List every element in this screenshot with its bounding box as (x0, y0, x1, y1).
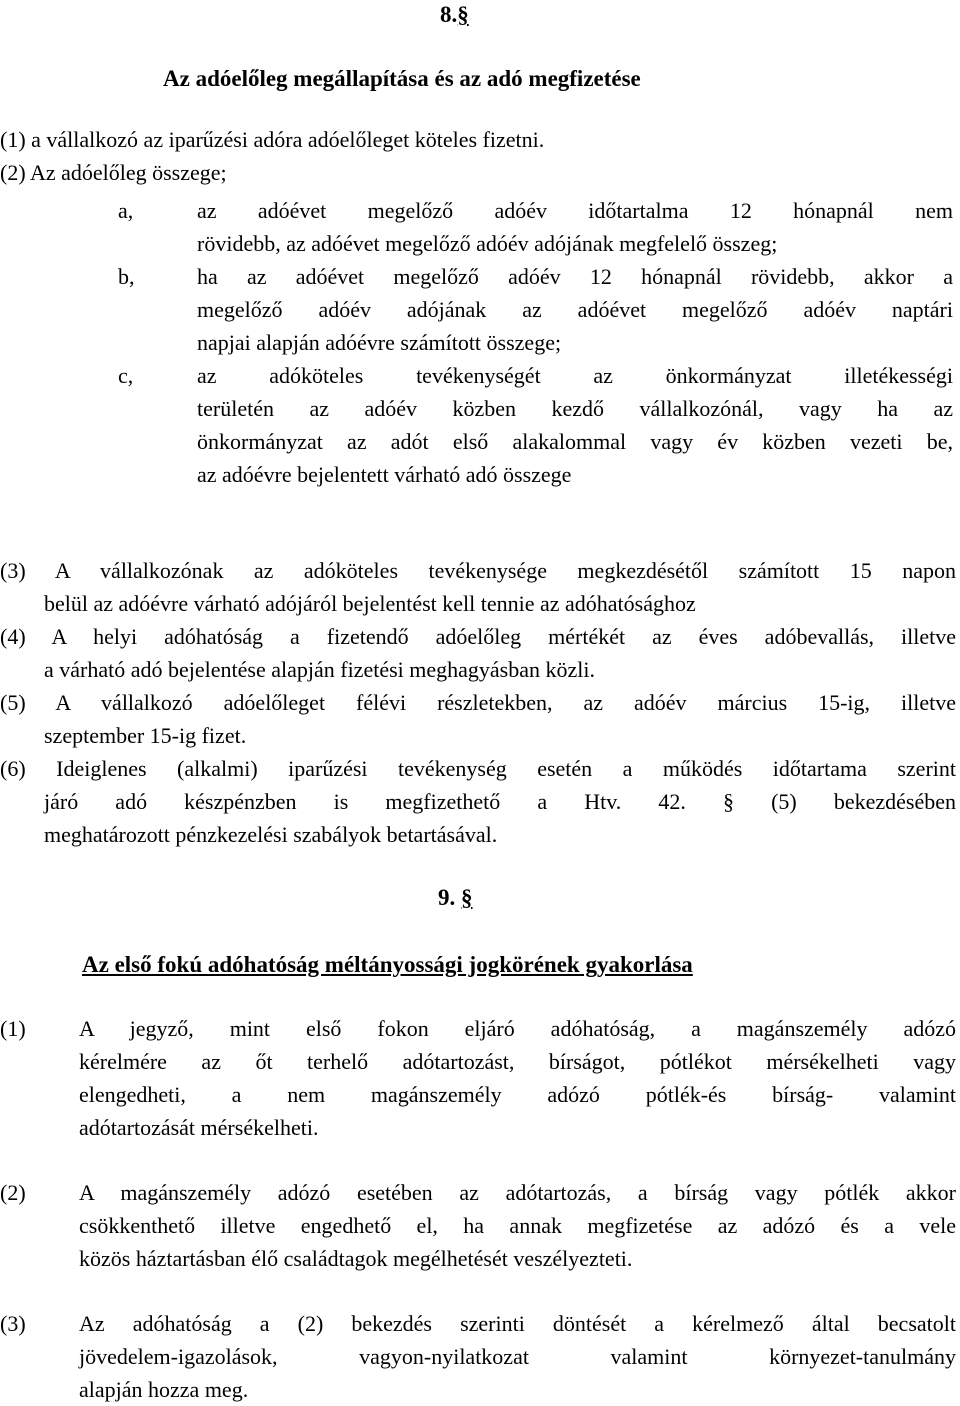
s9-para-1-line-3: elengedheti, a nem magánszemély adózó pótlék-és bírság- valamint (79, 1082, 956, 1107)
s9-para-2-line-3: közös háztartásban élő családtagok megélhetését veszélyezteti. (79, 1246, 633, 1271)
item-a-line-2: rövidebb, az adóévet megelőző adóév adójának megfelelő összeg; (197, 231, 778, 256)
item-a-line-1: az adóévet megelőző adóév időtartalma 12 hónapnál nem (197, 198, 953, 223)
item-b-line-3: napjai alapján adóévre számított összege; (197, 330, 562, 355)
section-9-title: Az első fokú adóhatóság méltányossági jogkörének gyakorlása (82, 952, 693, 977)
section-9-heading (438, 883, 473, 913)
section-8-heading (440, 0, 469, 30)
item-c-line-4: az adóévre bejelentett várható adó összege (197, 462, 572, 487)
s9-para-3-line-3: alapján hozza meg. (79, 1377, 249, 1402)
item-c-line-2: területén az adóév közben kezdő vállalkozónál, vagy ha az (197, 396, 953, 421)
paragraph-3-line-2: belül az adóévre várható adójáról bejelentést kell tennie az adóhatósághoz (44, 591, 696, 616)
s9-para-1-line-4: adótartozását mérsékelheti. (79, 1115, 319, 1140)
item-a-label: a, (118, 198, 134, 223)
paragraph-4-line-2: a várható adó bejelentése alapján fizetési meghagyásban közli. (44, 657, 595, 682)
section-8-title: Az adóelőleg megállapítása és az adó megfizetése (163, 66, 641, 91)
item-b-line-2: megelőző adóév adójának az adóévet megelőző adóév naptári (197, 297, 953, 322)
paragraph-6-line-1: (6) Ideiglenes (alkalmi) iparűzési tevékenység esetén a működés időtartama szerint (0, 756, 956, 781)
item-c-line-3: önkormányzat az adót első alakalommal vagy év közben vezeti be, (197, 429, 953, 454)
paragraph-6-line-3: meghatározott pénzkezelési szabályok betartásával. (44, 822, 498, 847)
paragraph-4-line-1: (4) A helyi adóhatóság a fizetendő adóelőleg mértékét az éves adóbevallás, illetve (0, 624, 956, 649)
paragraph-3-line-1: (3) A vállalkozónak az adóköteles tevékenysége megkezdésétől számított 15 napon (0, 558, 956, 583)
section-symbol: § (461, 885, 473, 910)
section-9-number: 9. (438, 885, 456, 910)
s9-para-2-line-1: A magánszemély adózó esetében az adótartozás, a bírság vagy pótlék akkor (79, 1180, 956, 1205)
item-b-line-1: ha az adóévet megelőző adóév 12 hónapnál rövidebb, akkor a (197, 264, 953, 289)
item-c-line-1: az adóköteles tevékenységét az önkormányzat illetékességi (197, 363, 953, 388)
section-8-number: 8. (440, 2, 458, 27)
s9-para-1-line-2: kérelmére az őt terhelő adótartozást, bírságot, pótlékot mérsékelheti vagy (79, 1049, 956, 1074)
item-c-label: c, (118, 363, 134, 388)
s9-para-2-line-2: csökkenthető illetve engedhető el, ha annak megfizetése az adózó és a vele (79, 1213, 956, 1238)
paragraph-5-line-1: (5) A vállalkozó adóelőleget félévi részletekben, az adóév március 15-ig, illetve (0, 690, 956, 715)
s9-para-3-line-1: Az adóhatóság a (2) bekezdés szerinti döntését a kérelmező által becsatolt (79, 1311, 956, 1336)
paragraph-6-line-2: járó adó készpénzben is megfizethető a Htv. 42. § (5) bekezdésében (44, 789, 956, 814)
paragraph-5-line-2: szeptember 15-ig fizet. (44, 723, 247, 748)
item-b-label: b, (118, 264, 135, 289)
s9-para-1-label: (1) (0, 1016, 26, 1041)
paragraph-1: (1) a vállalkozó az iparűzési adóra adóelőleget köteles fizetni. (0, 127, 545, 152)
s9-para-2-label: (2) (0, 1180, 26, 1205)
s9-para-1-line-1: A jegyző, mint első fokon eljáró adóhatóság, a magánszemély adózó (79, 1016, 956, 1041)
s9-para-3-line-2: jövedelem-igazolások, vagyon-nyilatkozat valamint környezet-tanulmány (79, 1344, 956, 1369)
s9-para-3-label: (3) (0, 1311, 26, 1336)
paragraph-2-intro: (2) Az adóelőleg összege; (0, 160, 227, 185)
section-symbol: § (457, 2, 469, 27)
